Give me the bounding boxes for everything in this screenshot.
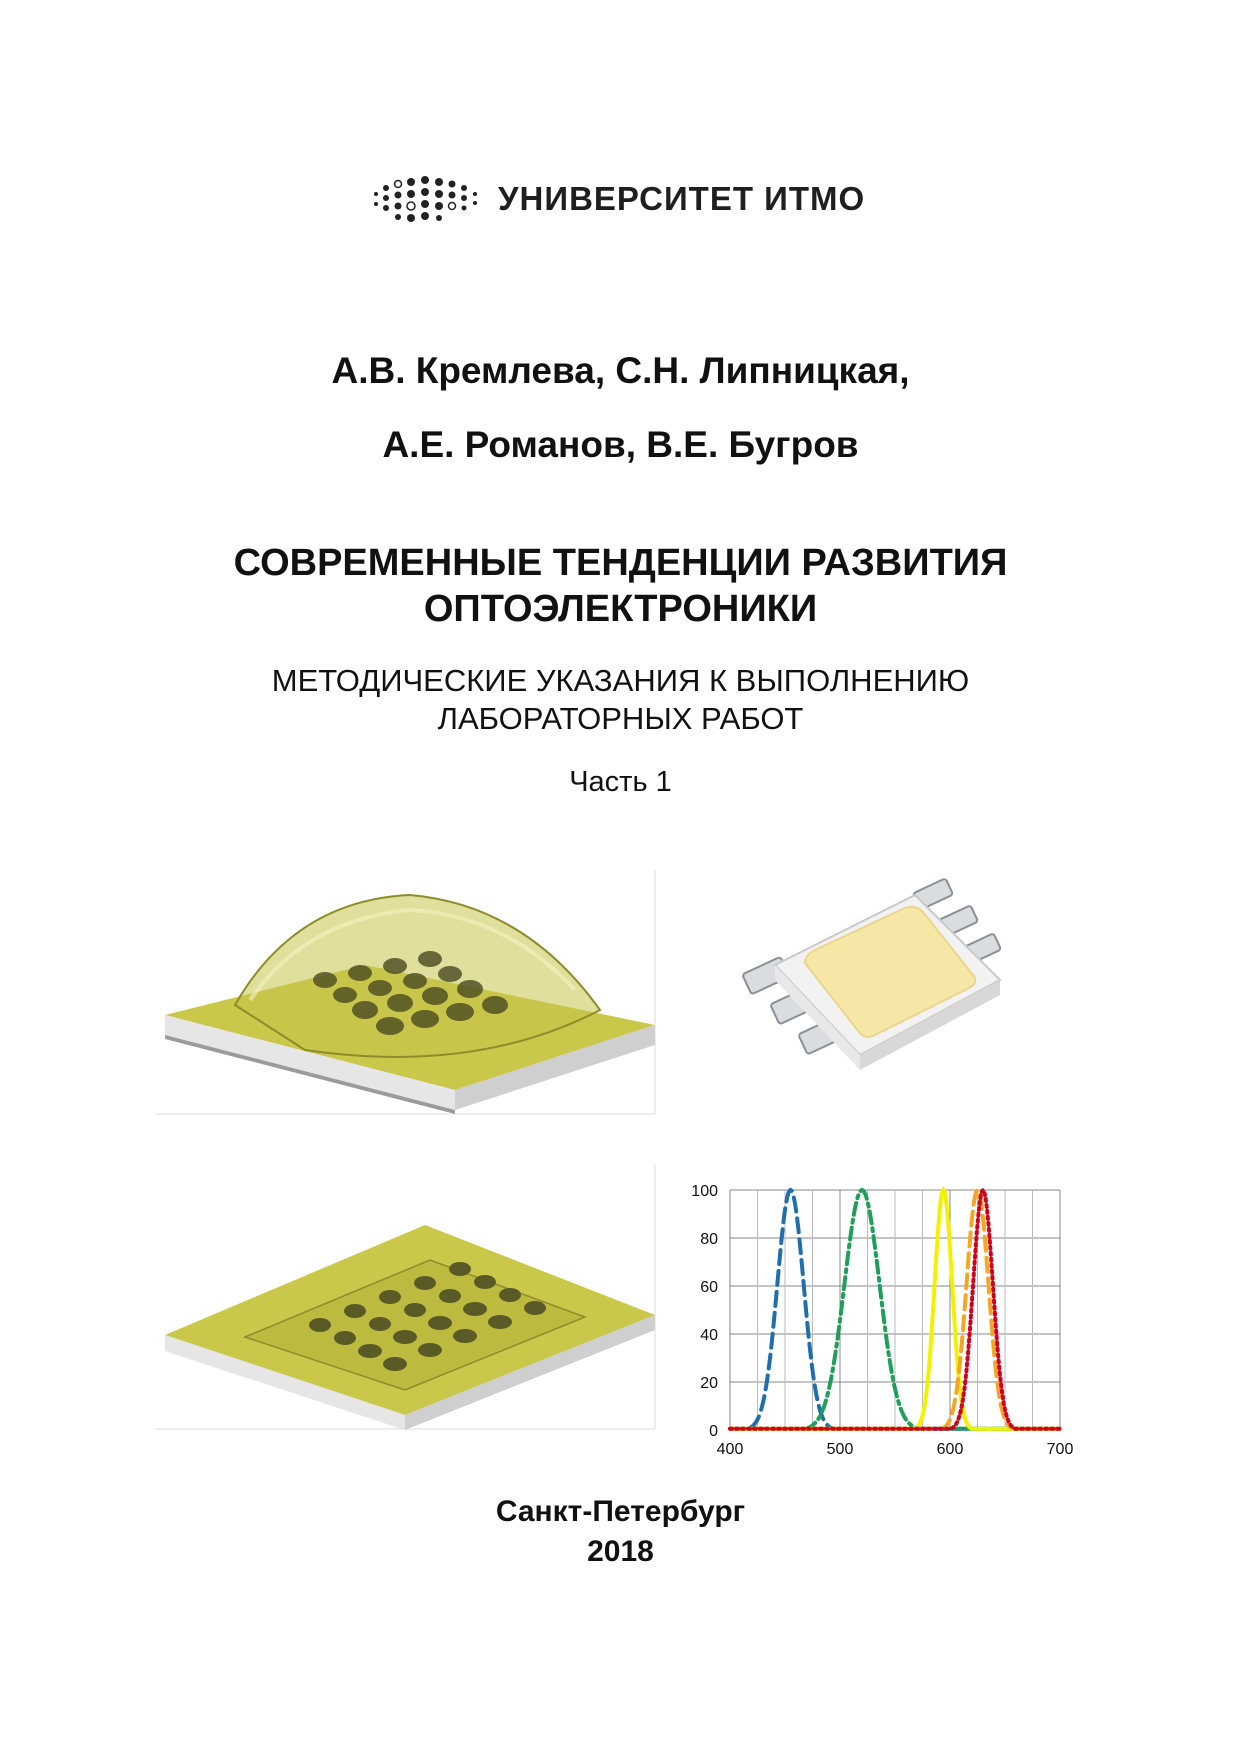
- y-axis-ticks: [691, 1183, 718, 1440]
- x-tick-label: 600: [936, 1441, 964, 1458]
- y-tick-label: 60: [700, 1279, 718, 1296]
- x-tick-label: 400: [716, 1441, 744, 1458]
- x-axis-ticks: [717, 1441, 1074, 1458]
- logo-text: УНИВЕРСИТЕТ ИТМО: [498, 180, 866, 217]
- part-label: Часть 1: [569, 766, 672, 798]
- itmo-dots-icon: [370, 170, 490, 230]
- y-tick-label: 0: [709, 1423, 718, 1440]
- authors-line-1: А.В. Кремлева, С.Н. Липницкая,: [331, 350, 910, 391]
- title-line-1: СОВРЕМЕННЫЕ ТЕНДЕНЦИИ РАЗВИТИЯ: [233, 542, 1008, 584]
- y-tick-label: 40: [700, 1327, 718, 1344]
- x-tick-label: 700: [1046, 1441, 1074, 1458]
- emission-spectrum-chart: [670, 1170, 1090, 1460]
- y-tick-label: 100: [691, 1183, 718, 1200]
- authors-line-2: А.Е. Романов, В.Е. Бугров: [382, 424, 859, 465]
- smd-led-package-image: [735, 870, 1025, 1080]
- led-dome-chip-image: [155, 870, 660, 1115]
- subtitle-line-2: ЛАБОРАТОРНЫХ РАБОТ: [437, 701, 804, 736]
- y-tick-label: 80: [700, 1231, 718, 1248]
- imprint-city: Санкт-Петербург: [495, 1495, 746, 1528]
- y-tick-label: 20: [700, 1375, 718, 1392]
- x-tick-label: 500: [826, 1441, 854, 1458]
- itmo-logo: [370, 170, 890, 230]
- imprint-year: 2018: [587, 1535, 654, 1568]
- led-flat-chip-image: [155, 1165, 660, 1430]
- title-line-2: ОПТОЭЛЕКТРОНИКИ: [423, 588, 818, 630]
- subtitle-line-1: МЕТОДИЧЕСКИЕ УКАЗАНИЯ К ВЫПОЛНЕНИЮ: [271, 663, 970, 698]
